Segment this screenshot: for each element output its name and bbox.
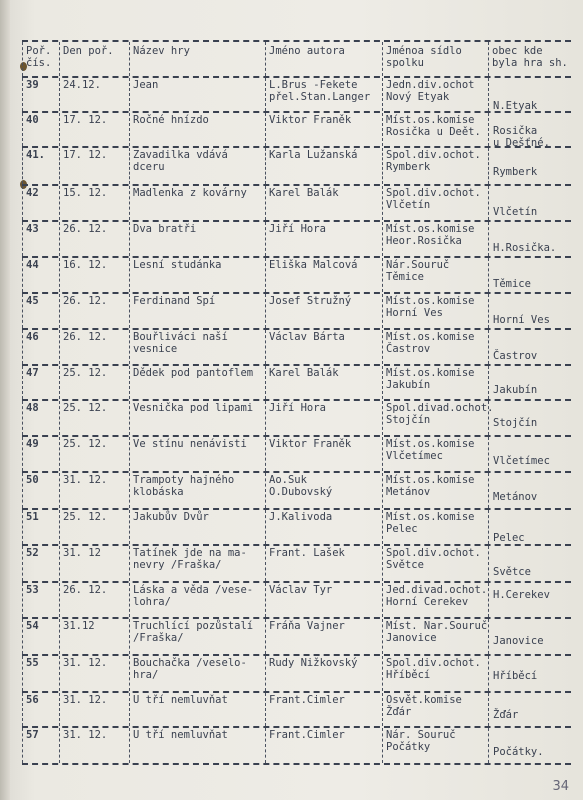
play-title: Truchlící pozůstalí /Fraška/ bbox=[130, 619, 266, 654]
society-name: Nár.Souruč Těmice bbox=[383, 258, 489, 292]
village-name bbox=[489, 366, 571, 399]
author-name: Rudy Nižkovský bbox=[266, 656, 383, 691]
village-name bbox=[489, 728, 571, 763]
table-row bbox=[22, 258, 571, 294]
author-name: Václav Bárta bbox=[266, 330, 383, 364]
play-title: Bouchačka /veselo- hra/ bbox=[130, 656, 266, 691]
page-number: 34 bbox=[552, 779, 569, 794]
society-name: Míst.os.komise Vlčetímec bbox=[383, 437, 489, 471]
village-text: Metánov bbox=[493, 491, 538, 503]
row-number: 41. bbox=[22, 148, 60, 184]
header-village: obec kde byla hra sh. bbox=[492, 45, 568, 69]
table-row bbox=[22, 583, 571, 619]
row-number: 55 bbox=[22, 656, 60, 691]
author-name: J.Kalivoda bbox=[266, 510, 383, 544]
table-row bbox=[22, 656, 571, 693]
header-date: Den poř. bbox=[60, 42, 130, 76]
society-name: Jed.divad.ochot. Horní Cerekev bbox=[383, 583, 489, 617]
village-text: Světce bbox=[493, 566, 531, 578]
village-name bbox=[489, 401, 571, 435]
row-number: 47 bbox=[22, 366, 60, 399]
village-text: Častrov bbox=[493, 350, 538, 362]
table-row bbox=[22, 78, 571, 113]
village-name bbox=[489, 510, 571, 544]
village-name bbox=[489, 186, 571, 220]
row-date: 31. 12. bbox=[60, 728, 130, 763]
play-title: Láska a věda /vese- lohra/ bbox=[130, 583, 266, 617]
village-text: Počátky. bbox=[493, 746, 544, 758]
row-date: 26. 12. bbox=[60, 294, 130, 328]
row-number: 43 bbox=[22, 222, 60, 256]
play-title: Bouřliváci naší vesnice bbox=[130, 330, 266, 364]
author-name: Václav Tyr bbox=[266, 583, 383, 617]
table-row bbox=[22, 294, 571, 330]
play-title: Madlenka z kovárny bbox=[130, 186, 266, 220]
play-title: Ferdinand Spí bbox=[130, 294, 266, 328]
society-name: Míst.os.komise Jakubín bbox=[383, 366, 489, 399]
society-name: Spol.divad.ochot. Stojčín bbox=[383, 401, 489, 435]
author-name: Ao.Suk O.Dubovský bbox=[266, 473, 383, 508]
row-date: 31. 12. bbox=[60, 473, 130, 508]
society-name: Míst.os.komise Pelec bbox=[383, 510, 489, 544]
village-text: Těmice bbox=[493, 278, 531, 290]
author-name: Frant. Lašek bbox=[266, 546, 383, 581]
author-name: Eliška Malcová bbox=[266, 258, 383, 292]
row-date: 31. 12. bbox=[60, 656, 130, 691]
row-date: 26. 12. bbox=[60, 583, 130, 617]
play-title: Jean bbox=[130, 78, 266, 111]
row-date: 31. 12 bbox=[60, 546, 130, 581]
row-date: 31. 12. bbox=[60, 693, 130, 726]
society-name: Míst.os.komise Častrov bbox=[383, 330, 489, 364]
village-name bbox=[489, 222, 571, 256]
row-number: 53 bbox=[22, 583, 60, 617]
play-title: Dědek pod pantoflem bbox=[130, 366, 266, 399]
play-title: Jakubův Dvůr bbox=[130, 510, 266, 544]
society-name: Osvět.komise Žďár bbox=[383, 693, 489, 726]
society-name: Spol.div.ochot. Světce bbox=[383, 546, 489, 581]
play-title: Ročné hnízdo bbox=[130, 113, 266, 146]
table-row bbox=[22, 113, 571, 148]
village-name bbox=[489, 546, 571, 581]
village-text: Vlčetímec bbox=[493, 455, 550, 467]
village-name bbox=[489, 473, 571, 508]
row-number: 57 bbox=[22, 728, 60, 763]
society-name: Míst.os.komise Metánov bbox=[383, 473, 489, 508]
village-name bbox=[489, 583, 571, 617]
village-name bbox=[489, 258, 571, 292]
village-text: Stojčín bbox=[493, 417, 538, 429]
author-name: Jiří Hora bbox=[266, 401, 383, 435]
village-text: Vlčetín bbox=[493, 206, 538, 218]
society-name: Spol.div.ochot. Vlčetín bbox=[383, 186, 489, 220]
village-text: Pelec bbox=[493, 532, 525, 544]
author-name: Josef Stružný bbox=[266, 294, 383, 328]
author-name: Frant.Cimler bbox=[266, 728, 383, 763]
village-name bbox=[489, 437, 571, 471]
table-row bbox=[22, 437, 571, 473]
table-body bbox=[22, 78, 571, 765]
village-name bbox=[489, 78, 571, 111]
play-title: Dva bratři bbox=[130, 222, 266, 256]
row-date: 15. 12. bbox=[60, 186, 130, 220]
row-number: 52 bbox=[22, 546, 60, 581]
table-row bbox=[22, 148, 571, 186]
village-name bbox=[489, 294, 571, 328]
row-number: 42 bbox=[22, 186, 60, 220]
author-name: Viktor Franěk bbox=[266, 113, 383, 146]
village-text: Rosička u Dešťné. bbox=[493, 125, 550, 149]
row-date: 16. 12. bbox=[60, 258, 130, 292]
row-number: 54 bbox=[22, 619, 60, 654]
row-number: 40 bbox=[22, 113, 60, 146]
page-edge bbox=[0, 0, 10, 800]
table-header-row bbox=[22, 40, 571, 78]
row-number: 46 bbox=[22, 330, 60, 364]
header-play-title: Název hry bbox=[130, 42, 266, 76]
village-text: N.Etyak bbox=[493, 100, 538, 112]
village-text: Rymberk bbox=[493, 166, 538, 178]
row-number: 50 bbox=[22, 473, 60, 508]
village-name bbox=[489, 656, 571, 691]
row-number: 45 bbox=[22, 294, 60, 328]
village-text: Jakubín bbox=[493, 384, 538, 396]
play-title: U tří nemluvňat bbox=[130, 728, 266, 763]
row-number: 48 bbox=[22, 401, 60, 435]
performance-ledger-table bbox=[22, 40, 571, 765]
village-name bbox=[489, 148, 571, 184]
row-date: 31.12 bbox=[60, 619, 130, 654]
table-row bbox=[22, 186, 571, 222]
row-number: 39 bbox=[22, 78, 60, 111]
village-text: Janovice bbox=[493, 635, 544, 647]
author-name: Jiří Hora bbox=[266, 222, 383, 256]
header-number: Poř. čís. bbox=[22, 42, 60, 76]
author-name: Karel Balák bbox=[266, 366, 383, 399]
society-name: Míst.os.komise Horní Ves bbox=[383, 294, 489, 328]
row-date: 24.12. bbox=[60, 78, 130, 111]
society-name: Nár. Souruč Počátky bbox=[383, 728, 489, 763]
play-title: Zavadilka vdává dceru bbox=[130, 148, 266, 184]
row-date: 17. 12. bbox=[60, 113, 130, 146]
header-author: Jméno autora bbox=[266, 42, 383, 76]
village-name bbox=[489, 330, 571, 364]
table-row bbox=[22, 728, 571, 765]
row-number: 44 bbox=[22, 258, 60, 292]
row-number: 56 bbox=[22, 693, 60, 726]
author-name: Viktor Franěk bbox=[266, 437, 383, 471]
society-name: Jedn.div.ochot Nový Etyak bbox=[383, 78, 489, 111]
village-text: Horní Ves bbox=[493, 314, 550, 326]
table-row bbox=[22, 401, 571, 437]
row-number: 49 bbox=[22, 437, 60, 471]
author-name: Frant.Cimler bbox=[266, 693, 383, 726]
play-title: Trampoty hajného klobáska bbox=[130, 473, 266, 508]
play-title: Vesnička pod lipami bbox=[130, 401, 266, 435]
table-row bbox=[22, 546, 571, 583]
play-title: Tatínek jde na ma- nevry /Fraška/ bbox=[130, 546, 266, 581]
row-date: 26. 12. bbox=[60, 330, 130, 364]
author-name: Karla Lužanská bbox=[266, 148, 383, 184]
village-text: Hříběcí bbox=[493, 670, 538, 682]
table-row bbox=[22, 619, 571, 656]
table-row bbox=[22, 693, 571, 728]
row-date: 25. 12. bbox=[60, 510, 130, 544]
play-title: U tří nemluvňat bbox=[130, 693, 266, 726]
row-date: 17. 12. bbox=[60, 148, 130, 184]
play-title: Ve stínu nenávisti bbox=[130, 437, 266, 471]
village-name bbox=[489, 619, 571, 654]
village-text: H.Cerekev bbox=[493, 589, 550, 601]
row-date: 25. 12. bbox=[60, 366, 130, 399]
row-date: 25. 12. bbox=[60, 437, 130, 471]
author-name: Karel Balák bbox=[266, 186, 383, 220]
village-name bbox=[489, 693, 571, 726]
society-name: Míst. Nar.Souruč Janovice bbox=[383, 619, 489, 654]
row-number: 51 bbox=[22, 510, 60, 544]
village-text: Žďár bbox=[493, 709, 519, 721]
author-name: L.Brus -Fekete přel.Stan.Langer bbox=[266, 78, 383, 111]
table-row bbox=[22, 510, 571, 546]
header-society: Jménoa sídlo spolku bbox=[383, 42, 489, 76]
table-row bbox=[22, 473, 571, 510]
village-name bbox=[489, 113, 571, 149]
village-text: H.Rosička. bbox=[493, 242, 557, 254]
author-name: Fráňa Vajner bbox=[266, 619, 383, 654]
society-name: Míst.os.komise Rosička u Deět. bbox=[383, 113, 489, 146]
play-title: Lesní studánka bbox=[130, 258, 266, 292]
society-name: Míst.os.komise Heor.Rosička bbox=[383, 222, 489, 256]
society-name: Spol.div.ochot. Hříběcí bbox=[383, 656, 489, 691]
table-row bbox=[22, 330, 571, 366]
row-date: 25. 12. bbox=[60, 401, 130, 435]
table-row bbox=[22, 222, 571, 258]
row-date: 26. 12. bbox=[60, 222, 130, 256]
society-name: Spol.div.ochot. Rymberk bbox=[383, 148, 489, 184]
table-row bbox=[22, 366, 571, 401]
